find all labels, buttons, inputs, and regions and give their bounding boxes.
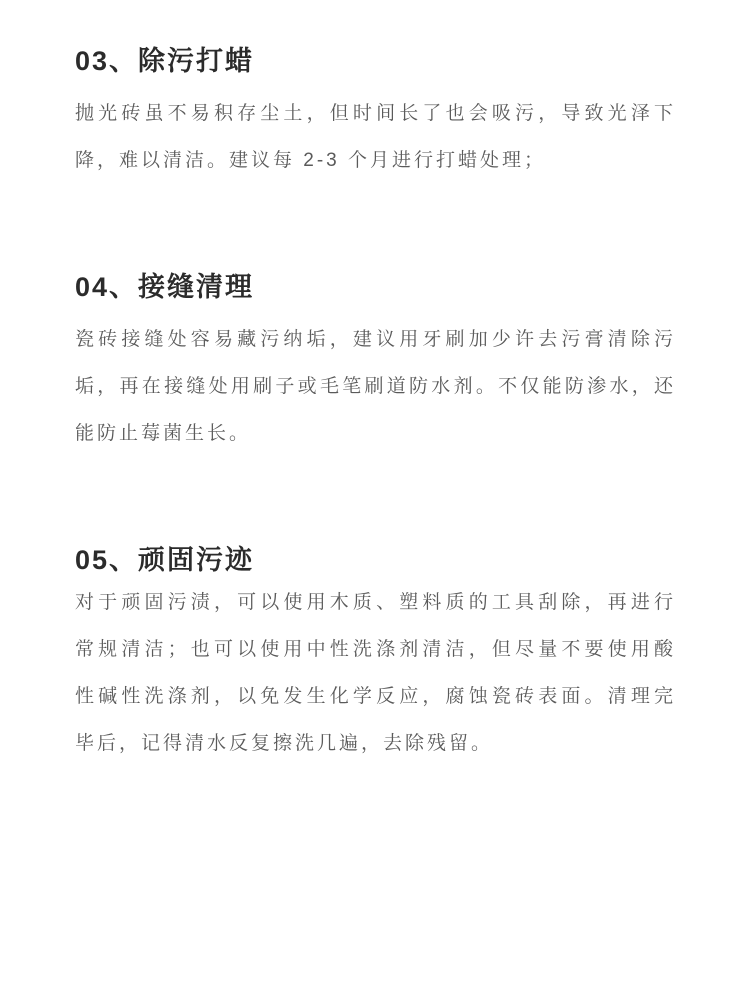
text-line: 降，难以清洁。建议每 2-3 个月进行打蜡处理； — [75, 150, 547, 171]
section-paragraph — [75, 90, 676, 184]
text-line: 瓷砖接缝处容易藏污纳垢，建议用牙刷加少许去污膏清除污 — [75, 329, 676, 350]
text-line: 垢，再在接缝处用刷子或毛笔刷道防水剂。不仅能防渗水，还 — [75, 376, 676, 397]
text-line: 常规清洁；也可以使用中性洗涤剂清洁，但尽量不要使用酸 — [75, 639, 676, 660]
tip-section-05 — [75, 543, 676, 767]
section-paragraph — [75, 579, 676, 767]
text-line: 性碱性洗涤剂，以免发生化学反应，腐蚀瓷砖表面。清理完 — [75, 686, 676, 707]
text-line: 对于顽固污渍，可以使用木质、塑料质的工具刮除，再进行 — [75, 592, 676, 613]
section-paragraph — [75, 316, 676, 457]
section-heading: 03、除污打蜡 — [75, 46, 255, 76]
section-heading: 04、接缝清理 — [75, 272, 255, 302]
text-line: 毕后，记得清水反复擦洗几遍，去除残留。 — [75, 733, 494, 754]
tip-section-03 — [75, 44, 676, 184]
text-line: 能防止莓菌生长。 — [75, 423, 252, 444]
tip-section-04 — [75, 270, 676, 457]
text-line: 抛光砖虽不易积存尘土，但时间长了也会吸污，导致光泽下 — [75, 103, 676, 124]
section-heading: 05、顽固污迹 — [75, 545, 255, 575]
